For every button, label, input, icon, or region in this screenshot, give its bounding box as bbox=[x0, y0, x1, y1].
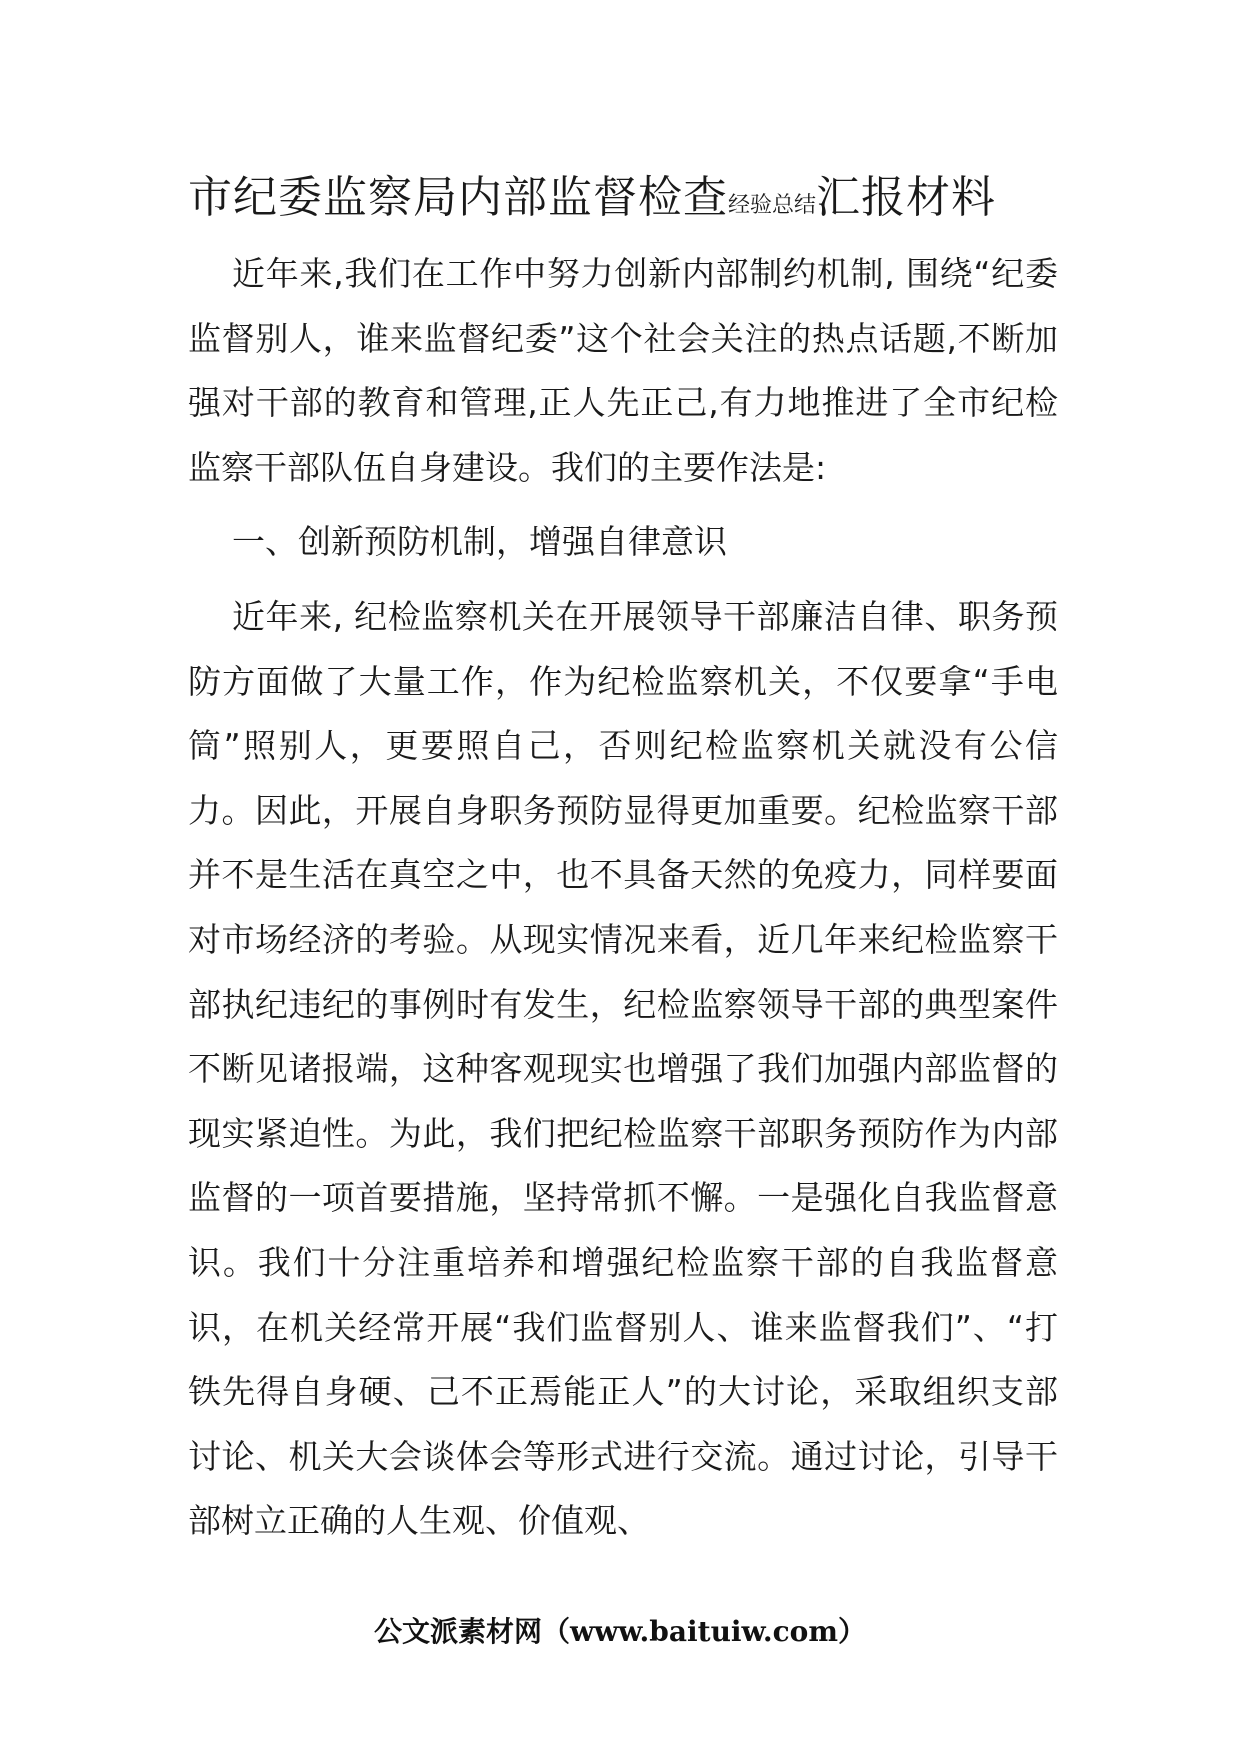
paragraph-section-1: 近年来, 纪检监察机关在开展领导干部廉洁自律、职务预防方面做了大量工作，作为纪检监察机关，不仅要拿“手电筒”照别人，更要照自己，否则纪检监察机关就没有公信力。因此，开展自身职务预防显得更加重要。纪检监察干部并不是生活在真空之中，也不具备天然的免疫力，同样要面对市场经济的考验。从现实情况来看，近几年来纪检监察干部执纪违纪的事例时有发生，纪检监察领导干部的典型案件不断见诸报端，这种客观现实也增强了我们加强内部监督的现实紧迫性。为此，我们把纪检监察干部职务预防作为内部监督的一项首要措施，坚持常抓不懈。一是强化自我监督意识。我们十分注重培养和增强纪检监察干部的自我监督意识，在机关经常开展“我们监督别人、谁来监督我们”、“打铁先得自身硬、己不正焉能正人”的大讨论，采取组织支部讨论、机关大会谈体会等形式进行交流。通过讨论，引导干部树立正确的人生观、价值观、 bbox=[188, 596, 1058, 1541]
section-heading-1: 一、创新预防机制，增强自律意识 bbox=[232, 522, 727, 562]
title-small-insert: 经验总结 bbox=[728, 193, 817, 218]
document-title bbox=[188, 168, 1088, 236]
footer-watermark-text: 公文派素材网（www.baituiw.com） bbox=[374, 1615, 866, 1648]
title-main: 市纪委监察局内部监督检查 bbox=[188, 172, 728, 223]
document-body bbox=[188, 242, 1058, 1554]
title-end: 汇报材料 bbox=[816, 172, 997, 223]
paragraph-intro: 近年来,我们在工作中努力创新内部制约机制, 围绕“纪委监督别人，谁来监督纪委”这个社会关注的热点话题,不断加强对干部的教育和管理,正人先正己,有力地推进了全市纪检监察干部队伍自身建设。我们的主要作法是: bbox=[188, 254, 1058, 487]
